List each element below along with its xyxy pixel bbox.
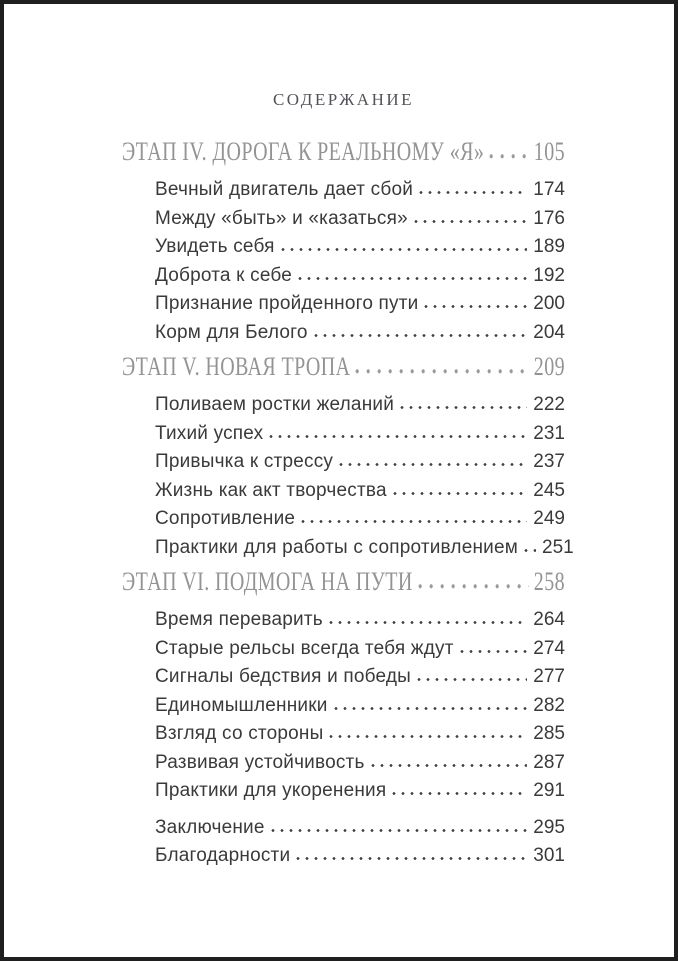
dot-leader (418, 582, 529, 590)
toc-section-page-number: 105 (533, 137, 565, 167)
toc-entry-title: Заключение (155, 816, 265, 838)
toc-entry (122, 749, 565, 778)
toc-entry-title: Сопротивление (155, 508, 296, 529)
toc-entry-title: Доброта к себе (155, 264, 293, 286)
dot-leader (355, 367, 528, 375)
toc-section (122, 567, 569, 806)
toc-entry-page-number: 200 (533, 293, 565, 314)
toc-entry (122, 319, 565, 348)
toc-entry (122, 692, 565, 721)
dot-leader (271, 828, 528, 833)
toc-entry-page-number: 285 (533, 723, 565, 744)
toc-entry-title: Развивая устойчивость (155, 751, 365, 773)
dot-leader (400, 405, 527, 410)
toc-section-page-number: 258 (533, 567, 565, 597)
dot-leader (296, 856, 527, 861)
toc-entry (122, 505, 565, 534)
toc-entry-title: Старые рельсы всегда тебя ждут (155, 637, 454, 659)
toc-section-items (122, 176, 569, 347)
toc-entry-title: Сигналы бедствия и победы (155, 666, 412, 687)
toc-entry (122, 635, 565, 664)
toc-section-heading (122, 348, 565, 388)
toc-entry-page-number: 204 (533, 321, 565, 343)
toc-entry-page-number: 174 (533, 179, 565, 200)
toc-entry (122, 262, 565, 291)
toc-entry-title: Увидеть себя (155, 236, 275, 257)
toc-entry-page-number: 245 (533, 479, 565, 501)
toc-section-heading (122, 563, 565, 603)
toc-entry-page-number: 237 (533, 451, 565, 472)
dot-leader (298, 276, 527, 281)
toc-entry (122, 842, 565, 871)
toc-section-title: ЭТАП V. НОВАЯ ТРОПА (122, 352, 351, 382)
toc-section-items (122, 606, 569, 806)
toc-content (4, 4, 574, 871)
toc-entry-page-number: 222 (533, 394, 565, 415)
toc-entry-page-number: 282 (533, 694, 565, 716)
toc-entry-title: Время переварить (155, 609, 323, 630)
toc-entry-page-number: 287 (533, 751, 565, 773)
toc-entry-page-number: 249 (533, 508, 565, 529)
toc-entry-title: Благодарности (155, 845, 291, 866)
toc-entry-title: Жизнь как акт творчества (155, 479, 387, 501)
toc-entry-title: Признание пройденного пути (155, 293, 419, 314)
toc-entry (122, 606, 565, 635)
toc-entry-page-number: 274 (533, 637, 565, 659)
toc-entry (122, 814, 565, 843)
toc-section-title: ЭТАП IV. ДОРОГА К РЕАЛЬНОМУ «Я» (122, 137, 485, 167)
toc-entry-title: Практики для укоренения (155, 780, 387, 801)
table-of-contents (122, 137, 574, 806)
toc-entry-page-number: 277 (533, 666, 565, 687)
dot-leader (301, 519, 527, 524)
toc-entry (122, 420, 565, 449)
toc-entry (122, 391, 565, 420)
dot-leader (334, 706, 528, 711)
dot-leader (281, 247, 528, 252)
toc-entry-page-number: 192 (533, 264, 565, 286)
toc-entry-title: Тихий успех (155, 422, 264, 444)
toc-entry-title: Практики для работы с сопротивлением (155, 536, 519, 558)
toc-entry-title: Между «быть» и «казаться» (155, 207, 408, 229)
toc-entry-page-number: 291 (533, 780, 565, 801)
toc-section-heading (122, 133, 565, 173)
dot-leader (339, 462, 527, 467)
toc-entry (122, 205, 565, 234)
toc-entry-title: Взгляд со стороны (155, 723, 324, 744)
toc-entry-title: Привычка к стрессу (155, 451, 334, 472)
toc-entry (122, 720, 565, 749)
toc-entry (122, 477, 565, 506)
dot-leader (314, 333, 528, 338)
dot-leader (424, 304, 527, 309)
toc-entry-page-number: 251 (542, 536, 574, 558)
toc-entry (122, 534, 574, 563)
dot-leader (371, 763, 528, 768)
dot-leader (269, 434, 527, 439)
toc-entry-page-number: 189 (533, 236, 565, 257)
page-title: СОДЕРЖАНИЕ (272, 90, 415, 109)
toc-entry-title: Вечный двигатель дает сбой (155, 179, 414, 200)
toc-entry-title: Корм для Белого (155, 321, 308, 343)
dot-leader (419, 190, 527, 195)
dot-leader (417, 677, 527, 682)
toc-entry-page-number: 231 (533, 422, 565, 444)
dot-leader (393, 491, 528, 496)
dot-leader (524, 548, 536, 553)
toc-entry (122, 290, 565, 319)
toc-section-page-number: 209 (533, 352, 565, 382)
toc-entry-page-number: 176 (533, 207, 565, 229)
toc-section-items (122, 391, 574, 562)
dot-leader (460, 649, 528, 654)
toc-entry (122, 448, 565, 477)
toc-entry-page-number: 264 (533, 609, 565, 630)
toc-entry (122, 663, 565, 692)
toc-section-title: ЭТАП VI. ПОДМОГА НА ПУТИ (122, 567, 413, 597)
toc-section (122, 352, 574, 562)
toc-entry (122, 233, 565, 262)
dot-leader (414, 219, 527, 224)
toc-entry (122, 176, 565, 205)
toc-entry-page-number: 301 (533, 845, 565, 866)
closing-entries (122, 814, 569, 871)
dot-leader (329, 620, 527, 625)
toc-entry-title: Поливаем ростки желаний (155, 394, 395, 415)
dot-leader (329, 734, 527, 739)
toc-entry-title: Единомышленники (155, 694, 328, 716)
toc-entry-page-number: 295 (533, 816, 565, 838)
toc-section (122, 137, 569, 347)
dot-leader (489, 152, 528, 160)
toc-entry (122, 777, 565, 806)
dot-leader (392, 791, 527, 796)
